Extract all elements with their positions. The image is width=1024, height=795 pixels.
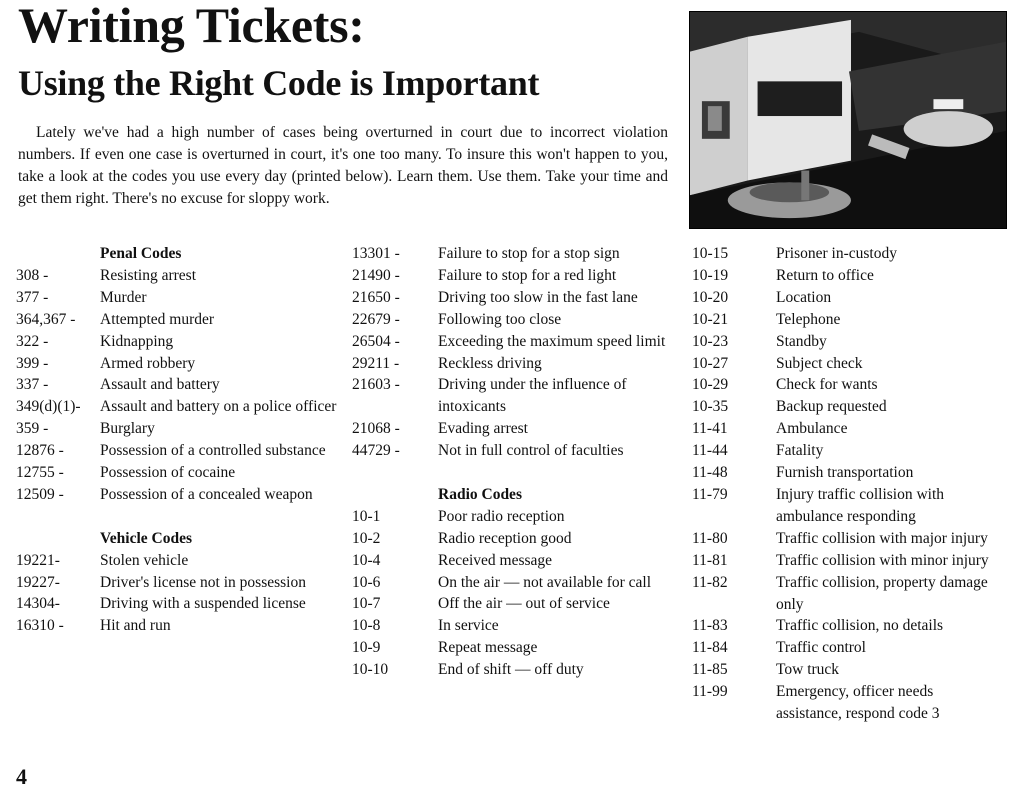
code-description: Off the air — out of service — [438, 595, 610, 613]
code-entry — [16, 331, 346, 353]
code-entry — [16, 418, 346, 440]
code-entry — [692, 396, 997, 418]
code-entry — [16, 396, 346, 418]
code-description: Exceeding the maximum speed limit — [438, 332, 666, 350]
code-number: 10-4 — [352, 551, 381, 569]
page-title: Writing Tickets: — [18, 0, 365, 53]
code-number: 10-10 — [352, 661, 389, 679]
code-entry — [16, 374, 346, 396]
code-description: Traffic control — [776, 639, 866, 657]
code-description: Driving with a suspended license — [100, 595, 306, 613]
code-entry — [692, 331, 997, 353]
code-entry — [16, 353, 346, 375]
code-description: Poor radio reception — [438, 507, 565, 525]
code-entry — [352, 287, 682, 309]
code-number: 21650 - — [352, 288, 400, 306]
code-number: 308 - — [16, 266, 49, 284]
code-entry — [16, 309, 346, 331]
code-number: 11-85 — [692, 661, 728, 679]
code-description: Murder — [100, 288, 147, 306]
vehicle-codes-heading-row — [16, 528, 346, 550]
code-description: Standby — [776, 332, 827, 350]
code-number: 21068 - — [352, 420, 400, 438]
code-entry — [16, 550, 346, 572]
code-number: 11-81 — [692, 551, 728, 569]
code-description: Radio reception good — [438, 529, 572, 547]
code-description: Burglary — [100, 420, 155, 438]
code-description: Not in full control of faculties — [438, 442, 624, 460]
code-number: 10-6 — [352, 573, 381, 591]
code-number: 21490 - — [352, 266, 400, 284]
code-number: 44729 - — [352, 442, 400, 460]
code-number: 29211 - — [352, 354, 400, 372]
code-description: In service — [438, 617, 499, 635]
code-number: 19221- — [16, 551, 60, 569]
code-description: On the air — not available for call — [438, 573, 652, 591]
code-entry — [352, 309, 682, 331]
code-description: Prisoner in-custody — [776, 245, 897, 262]
code-entry — [692, 287, 997, 309]
code-entry — [352, 637, 682, 659]
code-entry — [352, 440, 682, 462]
code-entry — [352, 528, 682, 550]
code-number: 10-20 — [692, 288, 729, 306]
penal-codes-heading-row — [16, 243, 346, 265]
code-number: 22679 - — [352, 310, 400, 328]
code-description: Check for wants — [776, 376, 878, 394]
code-entry — [352, 418, 682, 440]
code-number: 399 - — [16, 354, 49, 372]
vehicle-codes-heading: Vehicle Codes — [100, 529, 192, 547]
column-1 — [16, 243, 346, 637]
code-description: Assault and battery on a police officer — [100, 398, 337, 416]
code-number: 21603 - — [352, 376, 400, 394]
page-subtitle: Using the Right Code is Important — [18, 63, 540, 103]
code-description: Following too close — [438, 310, 562, 328]
intro-paragraph: Lately we've had a high number of cases being overturned in court due to incorrect violation numbers. If even one case is overturned in court, it's one too many. To insure this won't happen to you, take a look at the codes you use every day (printed below). Learn them. Use them. Take your time and get them right. There's no excuse for sloppy work. — [18, 124, 668, 207]
code-entry — [352, 659, 682, 681]
code-number: 377 - — [16, 288, 49, 306]
code-number: 364,367 - — [16, 310, 76, 328]
code-description: Assault and battery — [100, 376, 220, 394]
code-entry — [692, 440, 997, 462]
code-entry — [352, 265, 682, 287]
code-number: 10-7 — [352, 595, 381, 613]
page-number: 4 — [16, 764, 27, 789]
code-number: 14304- — [16, 595, 60, 613]
code-number: 10-35 — [692, 398, 729, 416]
code-number: 16310 - — [16, 617, 64, 635]
code-entry — [352, 572, 682, 594]
code-description: Traffic collision with major injury — [776, 529, 988, 547]
code-entry — [16, 572, 346, 594]
code-entry — [692, 550, 997, 572]
code-entry — [692, 265, 997, 287]
code-description: Kidnapping — [100, 332, 174, 350]
code-number: 11-82 — [692, 573, 728, 591]
code-entry — [16, 593, 346, 615]
code-entry — [692, 681, 997, 725]
code-entry — [692, 374, 997, 396]
code-number: 11-41 — [692, 420, 728, 438]
code-entry — [692, 637, 997, 659]
code-number: 13301 - — [352, 245, 400, 262]
code-number: 10-2 — [352, 529, 381, 547]
radio-codes-heading-row — [352, 484, 682, 506]
code-entry — [16, 287, 346, 309]
code-entry — [692, 309, 997, 331]
code-entry — [16, 484, 346, 506]
code-number: 10-23 — [692, 332, 729, 350]
code-entry — [692, 418, 997, 440]
code-description: Resisting arrest — [100, 266, 196, 284]
code-description: Evading arrest — [438, 420, 528, 438]
code-description: Armed robbery — [100, 354, 196, 372]
code-number: 359 - — [16, 420, 49, 438]
code-description: Driving too slow in the fast lane — [438, 288, 638, 306]
code-number: 11-99 — [692, 683, 728, 701]
code-number: 10-27 — [692, 354, 729, 372]
code-description: Traffic collision, property damage only — [776, 573, 988, 613]
penal-codes-heading: Penal Codes — [100, 245, 182, 262]
code-number: 12755 - — [16, 464, 64, 482]
code-number: 10-19 — [692, 266, 729, 284]
code-entry — [692, 615, 997, 637]
code-entry — [16, 615, 346, 637]
code-description: Possession of cocaine — [100, 464, 236, 482]
code-description: Failure to stop for a stop sign — [438, 245, 620, 262]
code-number: 10-9 — [352, 639, 381, 657]
code-description: Driver's license not in possession — [100, 573, 306, 591]
code-description: Reckless driving — [438, 354, 542, 372]
code-description: Possession of a controlled substance — [100, 442, 326, 460]
code-number: 322 - — [16, 332, 49, 350]
code-number: 19227- — [16, 573, 60, 591]
code-number: 337 - — [16, 376, 49, 394]
code-description: Fatality — [776, 442, 824, 460]
code-description: Possession of a concealed weapon — [100, 485, 313, 503]
code-entry — [692, 528, 997, 550]
code-description: Stolen vehicle — [100, 551, 189, 569]
code-description: Failure to stop for a red light — [438, 266, 617, 284]
code-number: 12876 - — [16, 442, 64, 460]
code-number: 11-84 — [692, 639, 728, 657]
code-entry — [692, 572, 997, 616]
code-description: Telephone — [776, 310, 841, 328]
code-description: Received message — [438, 551, 553, 569]
code-number: 10-8 — [352, 617, 381, 635]
code-description: Ambulance — [776, 420, 848, 438]
code-description: Location — [776, 288, 832, 306]
code-entry — [692, 353, 997, 375]
code-entry — [16, 462, 346, 484]
code-entry — [692, 462, 997, 484]
code-entry — [352, 353, 682, 375]
code-description: Tow truck — [776, 661, 840, 679]
code-description: Hit and run — [100, 617, 171, 635]
code-entry — [692, 659, 997, 681]
code-entry — [352, 506, 682, 528]
code-entry — [352, 243, 682, 265]
code-number: 10-15 — [692, 245, 729, 262]
code-entry — [352, 374, 682, 418]
code-description: Furnish transportation — [776, 464, 914, 482]
code-description: Driving under the influence of intoxicants — [438, 376, 627, 416]
code-entry — [352, 593, 682, 615]
code-description: Traffic collision, no details — [776, 617, 944, 635]
code-description: Subject check — [776, 354, 863, 372]
code-number: 11-80 — [692, 529, 728, 547]
code-number: 12509 - — [16, 485, 64, 503]
code-entry — [16, 440, 346, 462]
code-entry — [352, 615, 682, 637]
code-entry — [692, 243, 997, 265]
code-description: Backup requested — [776, 398, 887, 416]
code-entry — [16, 265, 346, 287]
code-number: 11-79 — [692, 485, 728, 503]
code-description: End of shift — off duty — [438, 661, 584, 679]
column-3 — [692, 243, 997, 725]
radio-codes-heading: Radio Codes — [438, 485, 522, 503]
code-number: 10-29 — [692, 376, 729, 394]
code-description: Repeat message — [438, 639, 538, 657]
code-number: 10-21 — [692, 310, 729, 328]
code-number: 11-83 — [692, 617, 728, 635]
code-number: 10-1 — [352, 507, 381, 525]
code-number: 26504 - — [352, 332, 400, 350]
police-scene-photo — [689, 11, 1007, 229]
code-description: Return to office — [776, 266, 874, 284]
code-number: 11-44 — [692, 442, 728, 460]
code-description: Traffic collision with minor injury — [776, 551, 989, 569]
code-description: Attempted murder — [100, 310, 215, 328]
code-entry — [692, 484, 997, 528]
code-entry — [352, 550, 682, 572]
code-description: Emergency, officer needs assistance, respond code 3 — [776, 683, 940, 723]
code-description: Injury traffic collision with ambulance responding — [776, 485, 945, 525]
code-entry — [352, 331, 682, 353]
column-2 — [352, 243, 682, 681]
code-number: 349(d)(1)- — [16, 398, 81, 416]
code-number: 11-48 — [692, 464, 728, 482]
